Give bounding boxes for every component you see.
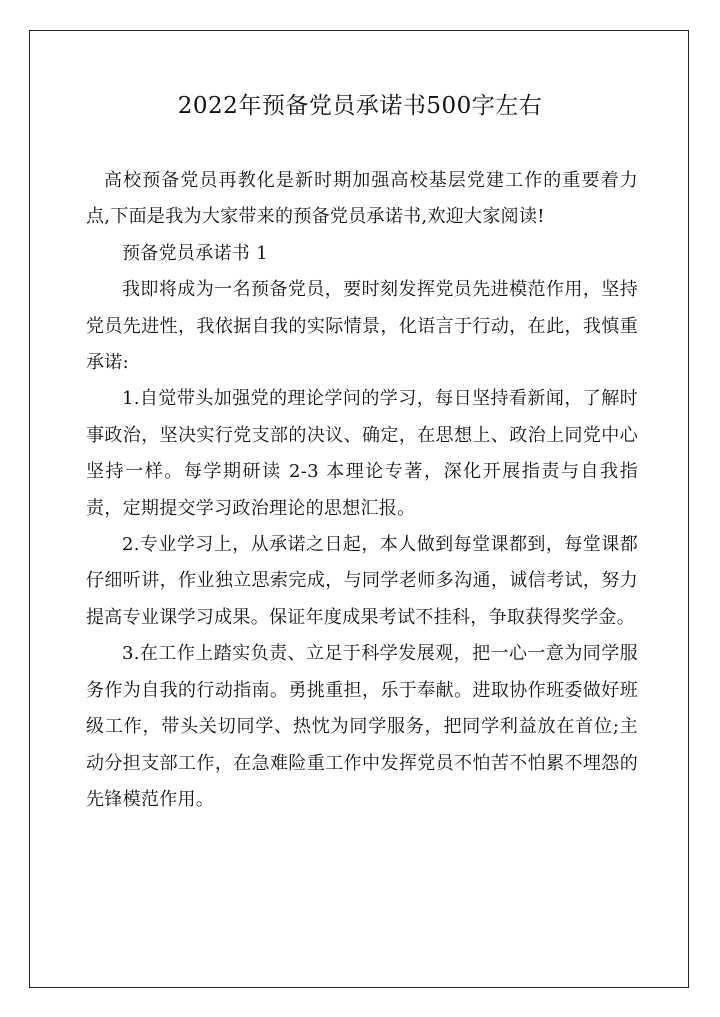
document-title: 2022年预备党员承诺书500字左右 [177, 93, 543, 119]
document-body [86, 163, 638, 818]
intro-paragraph: 高校预备党员再教化是新时期加强高校基层党建工作的重要着力点,下面是我为大家带来的预备党员承诺书,欢迎大家阅读! [86, 170, 638, 228]
commitment-item-1-paragraph: 1.自觉带头加强党的理论学问的学习，每日坚持看新闻，了解时事政治，坚决实行党支部的决议、确定，在思想上、政治上同党中心坚持一样。每学期研读 2-3 本理论专著，深化开展指责与自我指责，定期提交学习政治理论的思想汇报。 [86, 388, 638, 519]
commitment-item-3-paragraph: 3.在工作上踏实负责、立足于科学发展观，把一心一意为同学服务作为自我的行动指南。勇挑重担，乐于奉献。进取协作班委做好班级工作，带头关切同学、热忱为同学服务，把同学利益放在首位;主动分担支部工作，在急难险重工作中发挥党员不怕苦不怕累不埋怨的先锋模范作用。 [86, 643, 638, 810]
commitment-item-2-paragraph: 2.专业学习上，从承诺之日起，本人做到每堂课都到，每堂课都仔细听讲，作业独立思索完成，与同学老师多沟通，诚信考试，努力提高专业课学习成果。保证年度成果考试不挂科，争取获得奖学金。 [86, 534, 638, 628]
section-heading: 预备党员承诺书 1 [122, 242, 268, 264]
commitment-preamble-paragraph: 我即将成为一名预备党员，要时刻发挥党员先进模范作用，坚持党员先进性，我依据自我的实际情景，化语言于行动，在此，我慎重承诺: [86, 279, 638, 374]
